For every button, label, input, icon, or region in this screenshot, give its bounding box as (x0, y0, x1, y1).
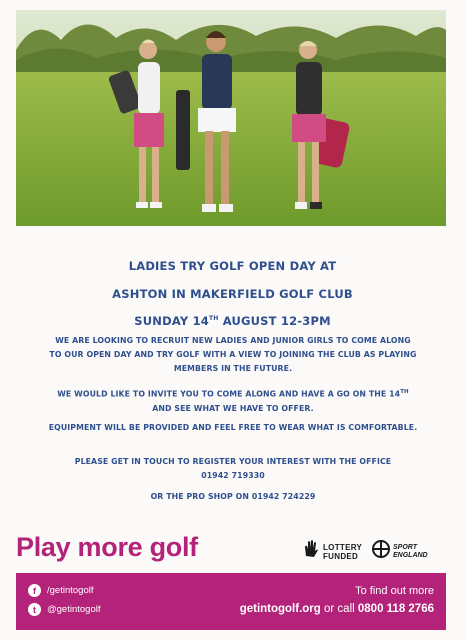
recruit-paragraph: WE ARE LOOKING TO RECRUIT NEW LADIES AND JUNIOR GIRLS TO COME ALONG TO OUR OPEN DAY AND TRY GOLF WITH A VIEW TO JOINING THE CLUB AS PLAYING MEMBERS IN THE FUTURE. (49, 336, 417, 373)
sport-england-logo: SPORT ENGLAND (372, 540, 428, 563)
twitter-icon: t (28, 603, 41, 616)
facebook-link[interactable]: f /getintogolf (28, 584, 93, 597)
twitter-link[interactable]: t @getintogolf (28, 603, 100, 616)
equipment-paragraph: EQUIPMENT WILL BE PROVIDED AND FEEL FREE TO WEAR WHAT IS COMFORTABLE. (48, 423, 418, 432)
lottery-hand-icon (303, 540, 319, 563)
contact-line: getintogolf.org or call 0800 118 2766 (239, 603, 434, 615)
event-date: SUNDAY 14TH AUGUST 12-3PM (134, 314, 331, 328)
phone-number: 0800 118 2766 (357, 603, 434, 615)
find-out-more-text: To find out more (355, 585, 434, 597)
lottery-funded-logo: LOTTERY FUNDED (303, 540, 362, 563)
pro-shop-paragraph: OR THE PRO SHOP ON 01942 724229 (150, 492, 316, 501)
footer-bar (16, 573, 446, 630)
facebook-icon: f (28, 584, 41, 597)
website-link[interactable]: getintogolf.org (239, 603, 321, 615)
sport-england-icon (372, 540, 390, 563)
play-more-golf-logo: Play more golf (16, 532, 198, 562)
register-paragraph: PLEASE GET IN TOUCH TO REGISTER YOUR INTEREST WITH THE OFFICE 01942 719330 (74, 457, 392, 480)
golfers-photo (16, 10, 446, 226)
invite-paragraph: WE WOULD LIKE TO INVITE YOU TO COME ALONG AND HAVE A GO ON THE 14TH AND SEE WHAT WE HAVE TO OFFER. (57, 389, 409, 413)
club-name: ASHTON IN MAKERFIELD GOLF CLUB (112, 287, 353, 301)
event-title: LADIES TRY GOLF OPEN DAY AT (128, 259, 337, 273)
